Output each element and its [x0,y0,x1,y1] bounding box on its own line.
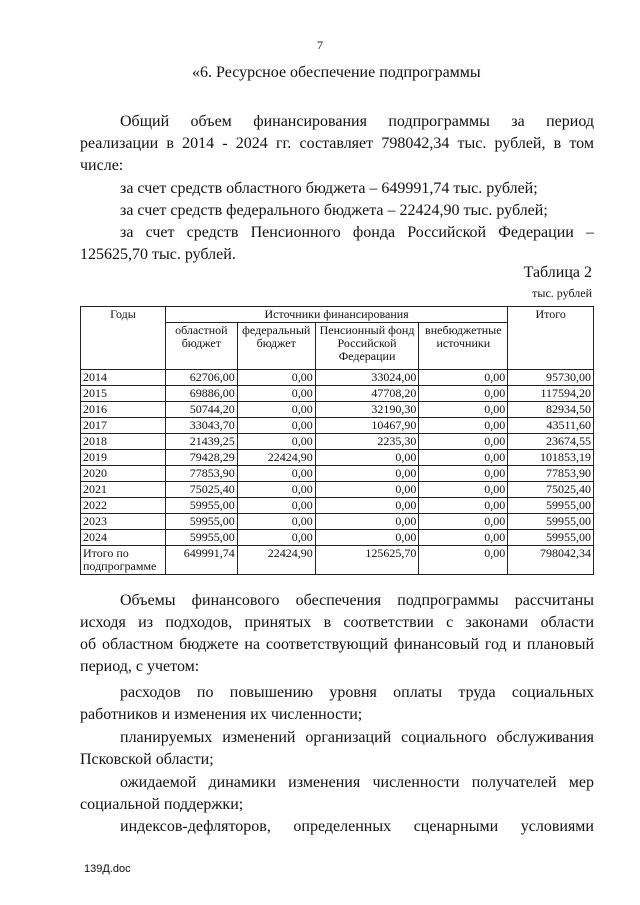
body-p4-line-1: ожидаемой динамики изменения численности получателей мер [120,774,594,791]
regional-cell: 59955,00 [165,498,237,514]
table-units: тыс. рублей [532,286,592,300]
year-cell: 2016 [81,402,166,418]
federal-cell: 0,00 [237,498,315,514]
regional-cell: 59955,00 [165,514,237,530]
year-cell: 2022 [81,498,166,514]
table-row [81,530,594,546]
regional-cell: 69886,00 [165,386,237,402]
year-cell: 2024 [81,530,166,546]
regional-cell: 62706,00 [165,370,237,386]
page-number: 7 [317,38,323,52]
federal-cell: 0,00 [237,402,315,418]
table-caption: Таблица 2 [523,264,592,281]
pension-fund-line-2: 125625,70 тыс. рублей. [80,246,236,263]
body-p2-line-1: расходов по повышению уровня оплаты труда социальных [120,684,594,701]
total-off-budget-cell: 0,00 [419,546,508,575]
total-cell: 75025,40 [508,482,594,498]
off-budget-cell: 0,00 [419,482,508,498]
header-pension-fund: Пенсионный фонд Российской Федерации [315,323,419,370]
header-years: Годы [81,307,166,370]
pension-cell: 0,00 [315,498,419,514]
off-budget-cell: 0,00 [419,530,508,546]
year-cell: 2019 [81,450,166,466]
body-p2-line-2: работников и изменения их численности; [80,706,363,723]
regional-cell: 50744,20 [165,402,237,418]
total-federal-cell: 22424,90 [237,546,315,575]
section-heading: «6. Ресурсное обеспечение подпрограммы [192,64,481,81]
regional-cell: 59955,00 [165,530,237,546]
table-row [81,370,594,386]
table-row [81,386,594,402]
total-regional-cell: 649991,74 [165,546,237,575]
pension-cell: 0,00 [315,450,419,466]
body-p1-line-3: об областном бюджете на соответствующий финансовый год и плановый [80,636,594,653]
federal-cell: 0,00 [237,434,315,450]
regional-cell: 79428,29 [165,450,237,466]
off-budget-cell: 0,00 [419,434,508,450]
total-cell: 82934,50 [508,402,594,418]
federal-cell: 0,00 [237,514,315,530]
off-budget-cell: 0,00 [419,370,508,386]
year-cell: 2017 [81,418,166,434]
federal-cell: 0,00 [237,418,315,434]
table-row [81,402,594,418]
total-cell: 59955,00 [508,498,594,514]
pension-cell: 2235,30 [315,434,419,450]
year-cell: 2020 [81,466,166,482]
off-budget-cell: 0,00 [419,514,508,530]
total-label-cell: Итого по подпрограмме [81,546,166,575]
total-cell: 23674,55 [508,434,594,450]
table-row [81,418,594,434]
intro-line-3: числе: [80,157,124,174]
off-budget-cell: 0,00 [419,498,508,514]
regional-cell: 77853,90 [165,466,237,482]
federal-cell: 0,00 [237,386,315,402]
total-cell: 59955,00 [508,530,594,546]
off-budget-cell: 0,00 [419,466,508,482]
table-row [81,450,594,466]
federal-budget-line: за счет средств федерального бюджета – 22424,90 тыс. рублей; [120,202,548,219]
total-pension-cell: 125625,70 [315,546,419,575]
header-off-budget: внебюджетные источники [419,323,508,370]
federal-cell: 0,00 [237,482,315,498]
pension-fund-line-1: за счет средств Пенсионного фонда Российской Федерации – [120,224,594,241]
table-row [81,482,594,498]
pension-cell: 0,00 [315,482,419,498]
pension-cell: 10467,90 [315,418,419,434]
body-p1-line-1: Объемы финансового обеспечения подпрограммы рассчитаны [120,592,594,609]
body-p1-line-2: исходя из подходов, принятых в соответствии с законами области [80,614,594,631]
regional-cell: 21439,25 [165,434,237,450]
financing-table [80,306,594,575]
off-budget-cell: 0,00 [419,386,508,402]
off-budget-cell: 0,00 [419,402,508,418]
body-p3-line-2: Псковской области; [80,751,214,768]
federal-cell: 0,00 [237,530,315,546]
table-row [81,466,594,482]
body-p5-line-1: индексов-дефляторов, определенных сценарными условиями [120,818,594,835]
federal-cell: 0,00 [237,466,315,482]
total-cell: 59955,00 [508,514,594,530]
year-cell: 2014 [81,370,166,386]
pension-cell: 0,00 [315,514,419,530]
table-row [81,434,594,450]
year-cell: 2015 [81,386,166,402]
header-regional-budget: областной бюджет [165,323,237,370]
pension-cell: 0,00 [315,466,419,482]
regional-cell: 33043,70 [165,418,237,434]
off-budget-cell: 0,00 [419,450,508,466]
pension-cell: 33024,00 [315,370,419,386]
pension-cell: 32190,30 [315,402,419,418]
grand-total-cell: 798042,34 [508,546,594,575]
header-total: Итого [508,307,594,370]
total-cell: 43511,60 [508,418,594,434]
regional-cell: 75025,40 [165,482,237,498]
federal-cell: 22424,90 [237,450,315,466]
year-cell: 2023 [81,514,166,530]
total-cell: 77853,90 [508,466,594,482]
total-cell: 101853,19 [508,450,594,466]
body-p1-line-4: период, с учетом: [80,658,200,675]
table-row [81,498,594,514]
total-cell: 117594,20 [508,386,594,402]
regional-budget-line: за счет средств областного бюджета – 649991,74 тыс. рублей; [120,180,538,197]
pension-cell: 47708,20 [315,386,419,402]
body-p3-line-1: планируемых изменений организаций социального обслуживания [120,729,594,746]
table-total-row [81,546,594,575]
federal-cell: 0,00 [237,370,315,386]
year-cell: 2018 [81,434,166,450]
header-federal-budget: федеральный бюджет [237,323,315,370]
file-name-footer: 139Д.doc [84,863,131,875]
header-sources: Источники финансирования [165,307,507,323]
pension-cell: 0,00 [315,530,419,546]
total-cell: 95730,00 [508,370,594,386]
year-cell: 2021 [81,482,166,498]
body-p4-line-2: социальной поддержки; [80,796,244,813]
intro-line-1: Общий объем финансирования подпрограммы за период [120,113,594,130]
table-row [81,514,594,530]
intro-line-2: реализации в 2014 - 2024 гг. составляет 798042,34 тыс. рублей, в том [80,135,594,152]
off-budget-cell: 0,00 [419,418,508,434]
